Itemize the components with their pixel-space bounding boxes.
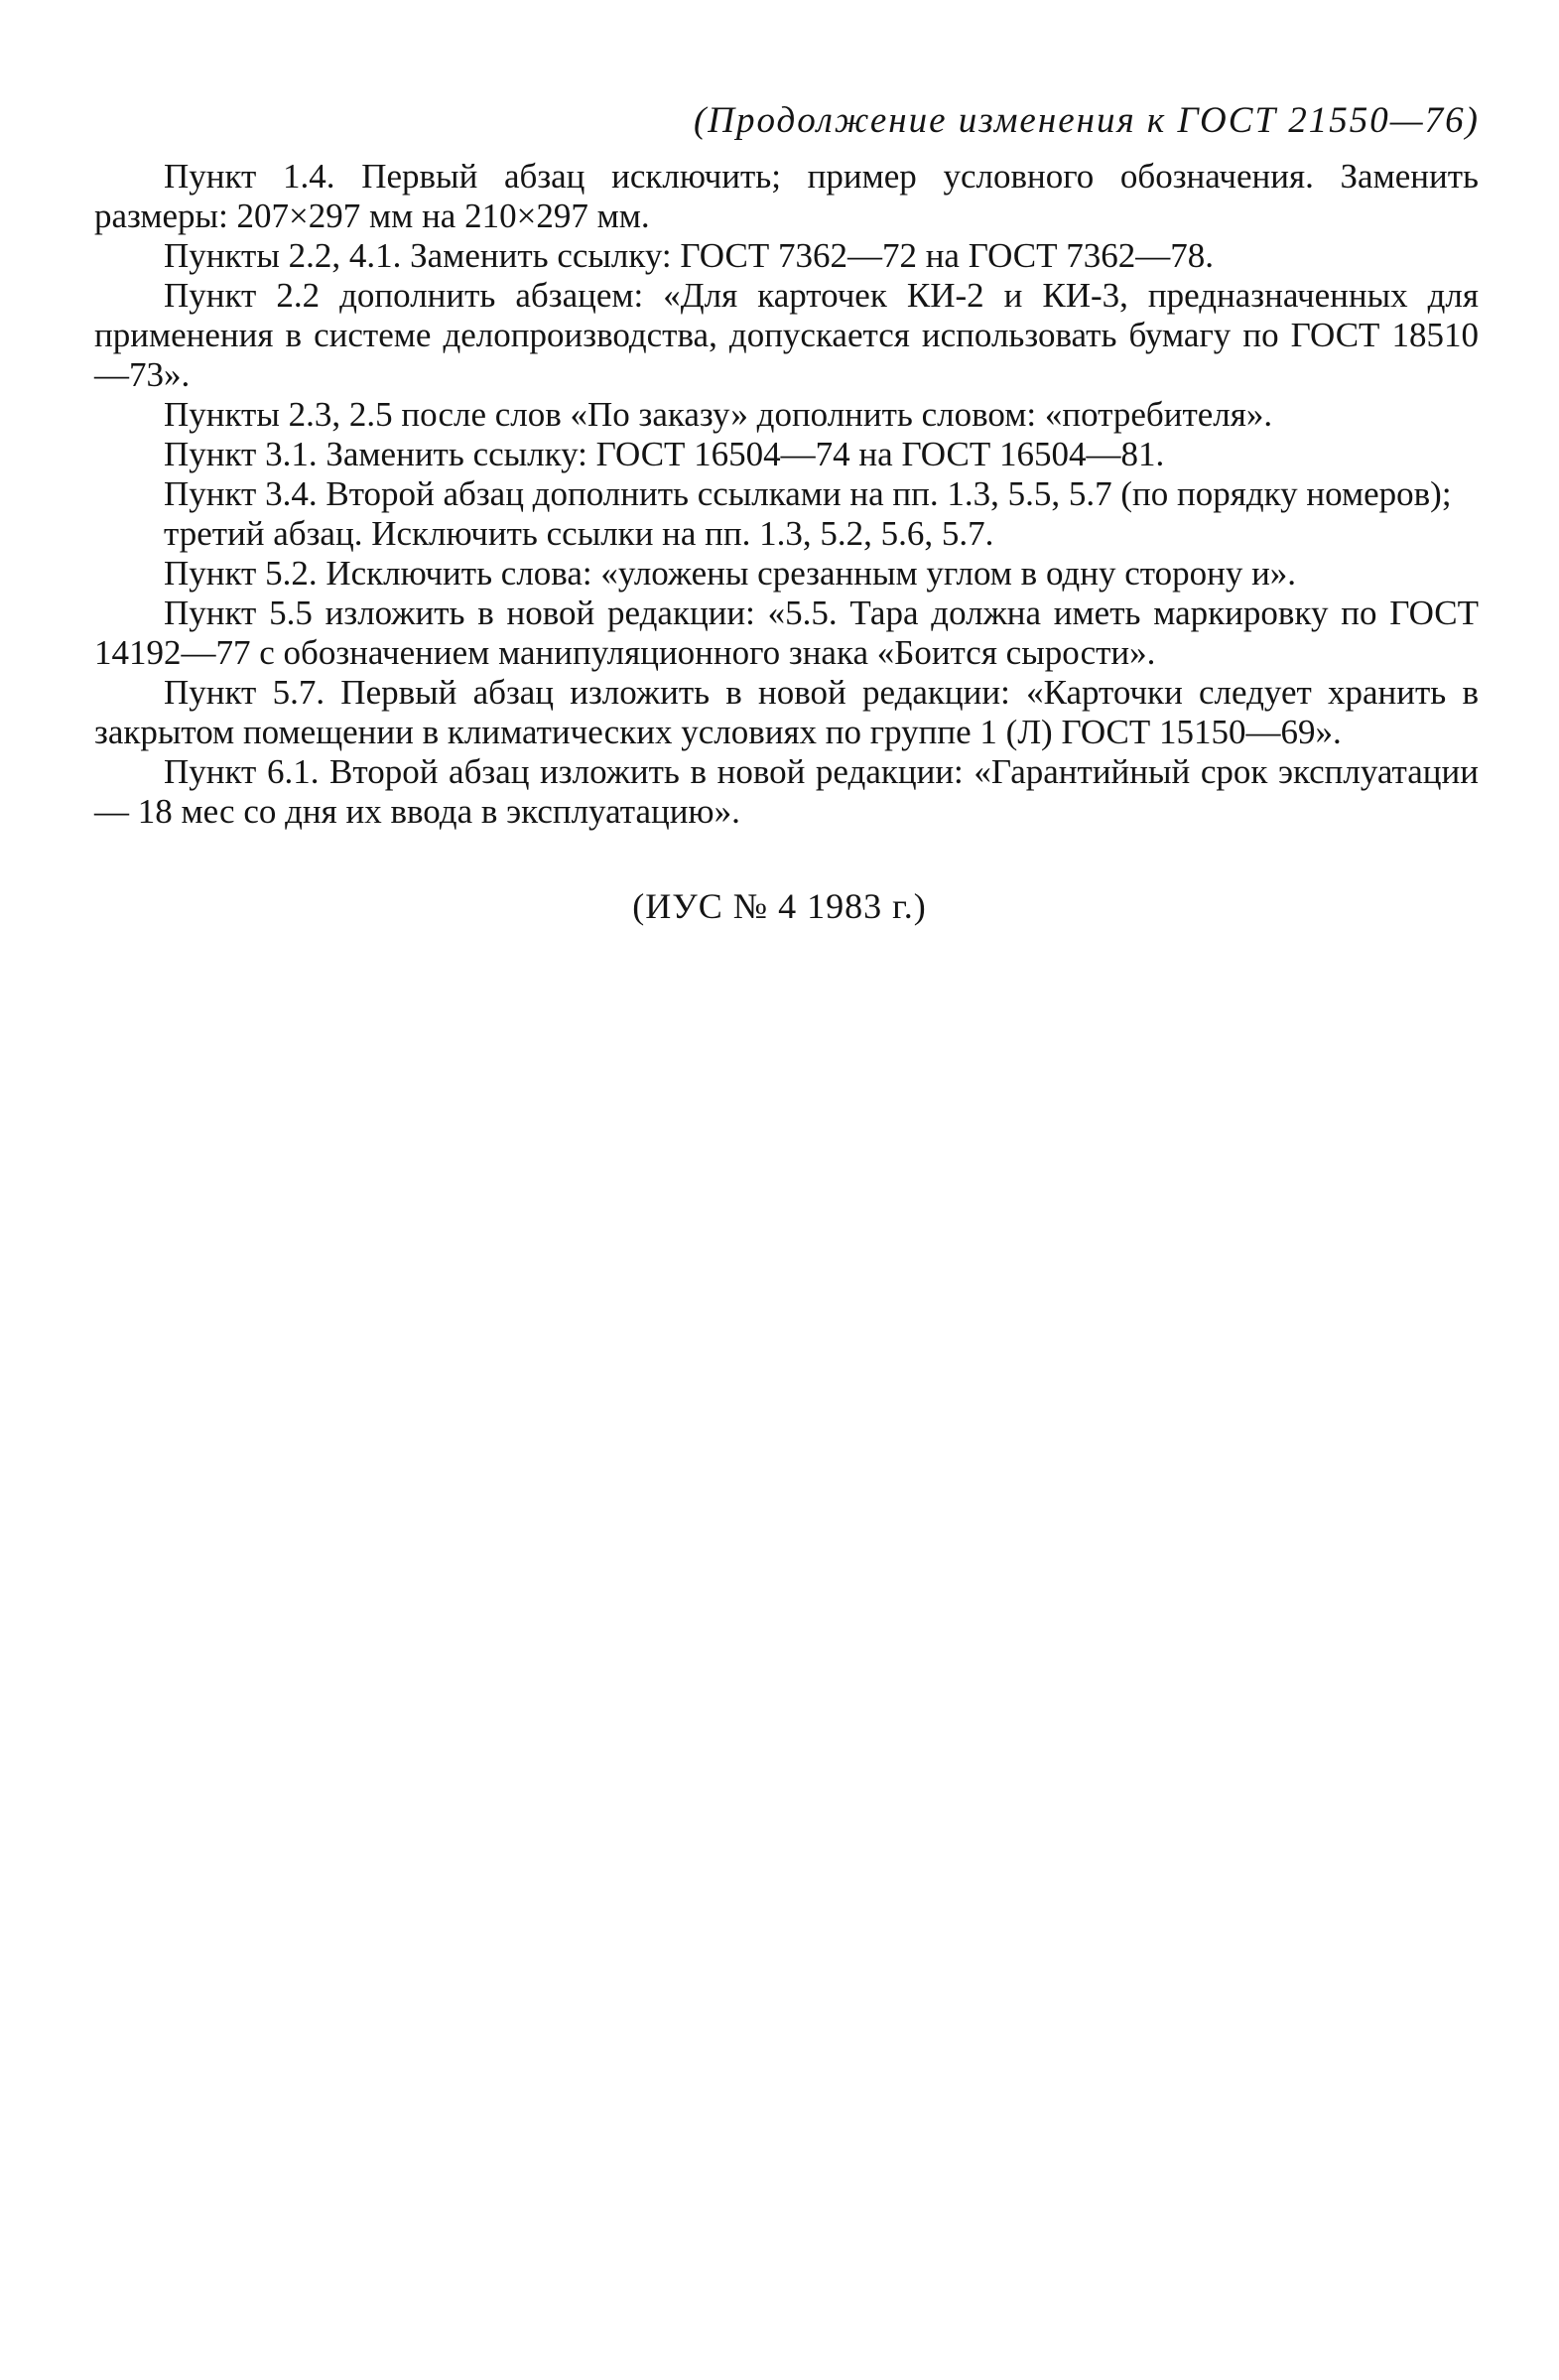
paragraph-item-3-4: Пункт 3.4. Второй абзац дополнить ссылками на пп. 1.3, 5.5, 5.7 (по порядку номеров);: [164, 474, 1452, 513]
paragraph-item-1-4: Пункт 1.4. Первый абзац исключить; пример условного обозначения. Заменить размеры: 207×297 мм на 210×297 мм.: [94, 157, 1479, 235]
paragraph-item-5-5: Пункт 5.5 изложить в новой редакции: «5.5. Тара должна иметь маркировку по ГОСТ 14192—77 с обозначением манипуляционного знака «Боится сырости».: [94, 594, 1479, 672]
paragraph-items-2-3-2-5: Пункты 2.3, 2.5 после слов «По заказу» дополнить словом: «потребителя».: [164, 395, 1273, 434]
paragraph-item-5-2: Пункт 5.2. Исключить слова: «уложены срезанным углом в одну сторону и».: [164, 554, 1297, 593]
paragraph-item-3-1: Пункт 3.1. Заменить ссылку: ГОСТ 16504—74 на ГОСТ 16504—81.: [164, 435, 1165, 473]
continuation-header: (Продолжение изменения к ГОСТ 21550—76): [693, 100, 1480, 141]
paragraph-item-3-4-third: третий абзац. Исключить ссылки на пп. 1.3, 5.2, 5.6, 5.7.: [164, 514, 994, 553]
paragraph-item-5-7: Пункт 5.7. Первый абзац изложить в новой редакции: «Карточки следует хранить в закрытом помещении в климатических условиях по группе 1 (Л) ГОСТ 15150—69».: [94, 673, 1479, 751]
amendment-text: [94, 157, 1479, 832]
source-reference: (ИУС № 4 1983 г.): [632, 886, 927, 926]
paragraph-items-2-2-4-1: Пункты 2.2, 4.1. Заменить ссылку: ГОСТ 7362—72 на ГОСТ 7362—78.: [164, 236, 1214, 275]
paragraph-item-6-1: Пункт 6.1. Второй абзац изложить в новой редакции: «Гарантийный срок эксплуатации — 18 мес со дня их ввода в эксплуатацию».: [94, 752, 1479, 831]
paragraph-item-2-2: Пункт 2.2 дополнить абзацем: «Для карточек КИ-2 и КИ-3, предназначенных для применения в системе делопроизводства, допускается использовать бумагу по ГОСТ 18510—73».: [94, 276, 1479, 394]
